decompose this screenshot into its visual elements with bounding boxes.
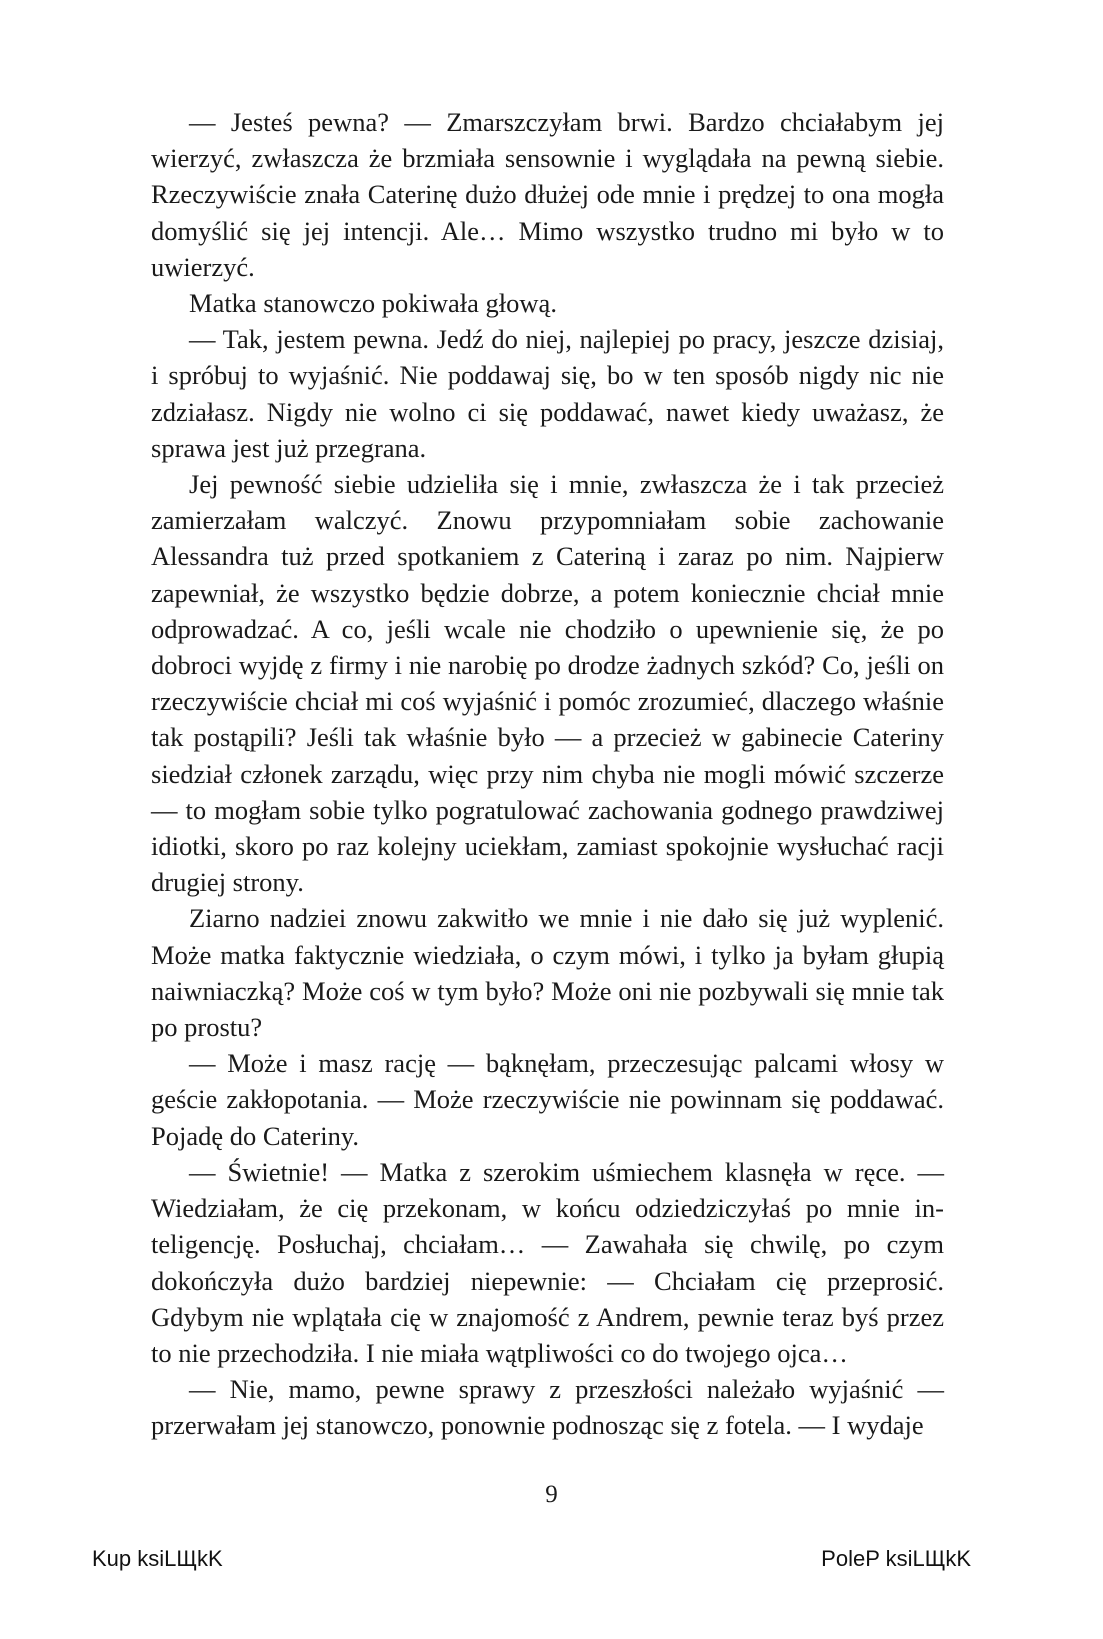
paragraph: — Świetnie! — Matka z szerokim uśmiechem klasnęła w ręce. — Wiedziałam, że cię przekonam, w końcu odziedziczyłaś po mnie inteligencję. Posłuchaj, chciałam… — Zawahała się chwilę, po czym dokończyła dużo bardziej niepewnie: — Chciałam cię przeprosić. Gdybym nie wplątała cię w znajomość z Andrem, pewnie teraz byś przez to nie przechodziła. I nie miała wątpliwości co do twojego ojca… <box>151 1156 944 1368</box>
paragraph: — Jesteś pewna? — Zmarszczyłam brwi. Bardzo chciałabym jej wierzyć, zwłaszcza że brzmiała sensownie i wyglądała na pewną siebie. Rzeczywiście znała Caterinę dużo dłużej ode mnie i prędzej to ona mogła domyślić się jej intencji. Ale… Mimo wszystko trudno mi było w to uwierzyć. <box>151 107 944 282</box>
buy-book-link[interactable]: Kup ksiLЩkK <box>92 1546 223 1571</box>
paragraph: Ziarno nadziei znowu zakwitło we mnie i nie dało się już wyplenić. Może matka faktycznie wiedziała, o czym mówi, i tylko ja byłam głupią naiwniaczką? Może coś w tym było? Może oni nie pozbywali się mnie tak po prostu? <box>151 903 944 1043</box>
paragraph: — Może i masz rację — bąknęłam, przeczesując palcami włosy w geście zakłopotania. — Może rzeczywiście nie powinnam się poddawać. Pojadę do Cateriny. <box>151 1048 944 1151</box>
paragraph: Jej pewność siebie udzieliła się i mnie, zwłaszcza że i tak przecież zamierzałam walczyć. Znowu przypomniałam sobie zachowanie Alessandra tuż przed spotkaniem z Cateriną i zaraz po nim. Najpierw zapewniał, że wszystko będzie dobrze, a potem koniecznie chciał mnie odprowadzać. A co, jeśli wcale nie chodziło o upewnienie się, że po dobroci wyjdę z firmy i nie narobię po drodze żadnych szkód? Co, jeśli on rzeczywiście chciał mi coś wyjaśnić i pomóc zrozumieć, dlaczego właśnie tak postąpili? Jeśli tak właśnie było — a przecież w gabinecie Cateriny siedział członek zarządu, więc przy nim chyba nie mogli mówić szczerze — to mogłam sobie tylko pogratulować zachowania godnego prawdziwej idiotki, skoro po raz kolejny uciekłam, zamiast spokojnie wysłuchać racji drugiej strony. <box>151 469 944 898</box>
paragraph: — Tak, jestem pewna. Jedź do niej, najlepiej po pracy, jeszcze dzisiaj, i spróbuj to wyjaśnić. Nie poddawaj się, bo w ten sposób nigdy nic nie zdziałasz. Nigdy nie wolno ci się poddawać, nawet kiedy uważasz, że sprawa jest już przegrana. <box>151 324 944 463</box>
recommend-book-link[interactable]: PoleP ksiLЩkK <box>821 1546 971 1571</box>
page-number: 9 <box>545 1481 558 1508</box>
page-body <box>151 104 944 1444</box>
paragraph: — Nie, mamo, pewne sprawy z przeszłości należało wyjaśnić — przerwałam jej stanowczo, ponownie podnosząc się z fotela. — I wydaje <box>151 1374 944 1441</box>
paragraph: Matka stanowczo pokiwała głową. <box>189 288 557 319</box>
